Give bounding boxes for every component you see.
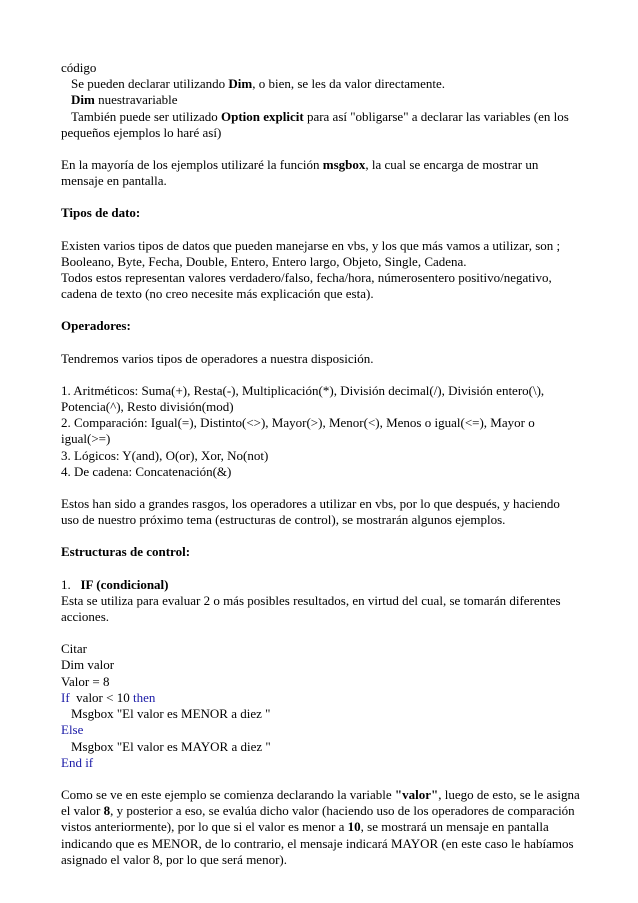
intro-line-2: Se pueden declarar utilizando Dim, o bien, se les da valor directamente. [71,76,445,92]
code-line-7: End if [61,754,94,770]
document-page [61,60,581,868]
tipos-paragraph-1: Existen varios tipos de datos que pueden manejarse en vbs, y los que más vamos a utilizar, son ; Booleano, Byte, Fecha, Double, Entero, Entero largo, Objeto, Single, Cadena. [61,237,561,269]
if-item-title: 1. IF (condicional) [61,576,169,592]
intro-line-3: Dim nuestravariable [71,92,178,108]
tipos-heading: Tipos de dato: [61,205,141,221]
tipos-paragraph-2: Todos estos representan valores verdadero/falso, fecha/hora, númerosentero positivo/negativo, cadena de texto (no creo necesite más explicación que esta). [61,270,552,302]
intro-line-4: También puede ser utilizado Option explicit para así "obligarse" a declarar las variables (en los pequeños ejemplos lo haré así) [61,108,569,140]
closing-paragraph: Como se ve en este ejemplo se comienza declarando la variable "valor", luego de esto, se le asigna el valor 8, y posterior a eso, se evalúa dicho valor (haciendo uso de los operadores de comparación vistos anteriormente), por lo que si el valor es menor a 10, se mostrará un mensaje en pantalla indicando que es MENOR, de lo contrario, el mensaje indicará MAYOR (en este caso le habíamos asignado el valor 8, por lo que será menor). [61,786,580,867]
operator-item-1: 1. Aritméticos: Suma(+), Resta(-), Multiplicación(*), División decimal(/), División entero(\), Potencia(^), Resto división(mod) [61,382,545,415]
operadores-outro: Estos han sido a grandes rasgos, los operadores a utilizar en vbs, por lo que después, y haciendo uso de nuestro próximo tema (estructuras de control), se mostrarán algunos ejemplos. [61,496,560,528]
code-line-3: If valor < 10 then [61,689,156,705]
msgbox-paragraph: En la mayoría de los ejemplos utilizaré la función msgbox, la cual se encarga de mostrar un mensaje en pantalla. [61,157,539,189]
operadores-heading: Operadores: [61,318,131,334]
operator-item-2: 2. Comparación: Igual(=), Distinto(<>), Mayor(>), Menor(<), Menos o igual(<=), Mayor o igual(>=) [61,415,535,447]
code-line-2: Valor = 8 [61,673,110,689]
code-citar-label: Citar [61,641,87,657]
operator-item-4: 4. De cadena: Concatenación(&) [61,463,232,479]
code-line-1: Dim valor [61,657,115,673]
intro-line-1: código [61,60,97,75]
code-line-5: Else [61,722,84,738]
operator-item-3: 3. Lógicos: Y(and), O(or), Xor, No(not) [61,447,269,463]
estructuras-heading: Estructuras de control: [61,544,191,560]
code-line-4: Msgbox "El valor es MENOR a diez " [71,706,271,722]
operadores-intro: Tendremos varios tipos de operadores a nuestra disposición. [61,350,374,366]
code-line-6: Msgbox "El valor es MAYOR a diez " [71,738,271,754]
if-description: Esta se utiliza para evaluar 2 o más posibles resultados, en virtud del cual, se tomarán diferentes acciones. [61,592,561,625]
